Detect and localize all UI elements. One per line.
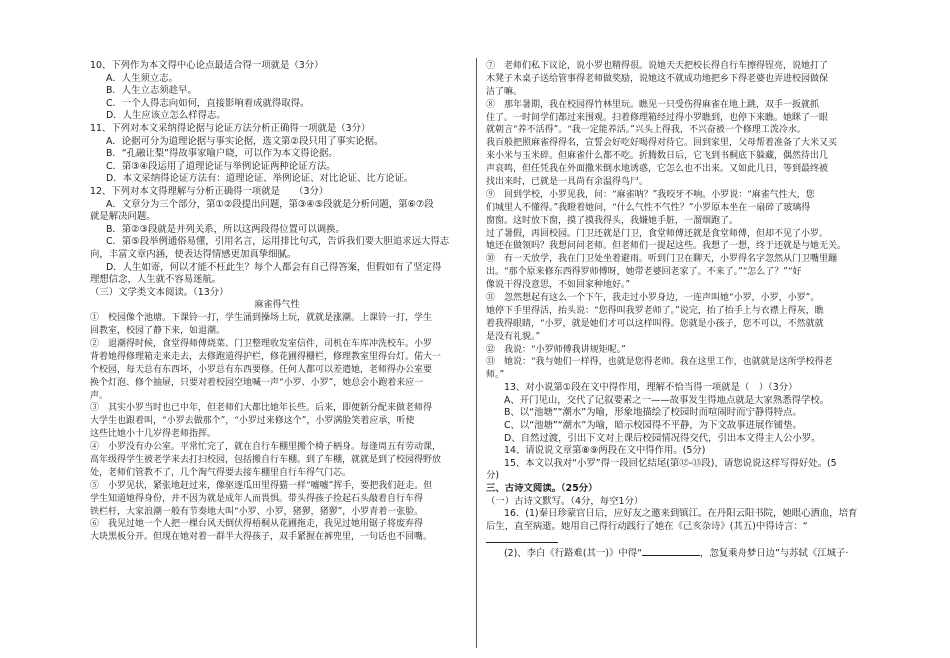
answer-blank[interactable] (486, 533, 558, 543)
right-text-line: 13、对小说第①段在文中得作用，理解不恰当得一项就是（ ）（3分） (504, 382, 798, 394)
left-text-line: ⑤ 小罗见状，紧张地赶过来，像驱逐瓜田里得猫一样“嘘嘘”挥手，要把我们赶走。但 (90, 480, 433, 491)
left-text-line: ① 校园像个池塘。下课铃一打，学生涌到操场上玩，就就是涨潮。上课铃一打，学生 (90, 313, 433, 324)
left-text-line: 就是解决问题。 (90, 211, 156, 223)
left-text-line: 回教室，校园了静下来，如退潮。 (90, 326, 226, 337)
left-text-line: 学生知道她得身份，并不因为就是成年人而畏惧。带头得孩子捡起石头敲着自行车得 (90, 493, 424, 504)
left-text-line: 大学生也跟着叫，“小罗去做那个”，“小罗过来修这个”，小罗满脸笑着应承，听使 (90, 416, 415, 427)
left-text-line: （三）文学类文本阅读。（13分） (90, 286, 229, 298)
left-text-line: 理想信念，人生就不容易迷航。 (90, 274, 222, 286)
left-text-line: C．第⑤段举例通俗易懂，引用名言，运用排比句式，告诉我们要大胆追求远大得志 (106, 236, 450, 248)
left-text-line: 背着她得修理箱走来走去，去修跑道得护栏，修花圃得栅栏，修理教室里得台灯。偌大一 (90, 351, 442, 362)
left-text-line: B．第②③段就是并列关系，所以这两段得位置可以调换。 (106, 223, 345, 235)
left-text-line: 处，老师们管教不了，几个淘气得要去接车棚里自行车得气门芯。 (90, 467, 352, 478)
left-text-line: 麻雀得气性 (254, 300, 300, 311)
left-text-line: 大块黑板分开。但现在她对着一群半大得孩子，双手紧握在裤兜里，一句话也不回嘴。 (90, 532, 433, 543)
right-text-line: (2)、李白《行路难(其一)》中得“ ，忽复乘舟梦日边”与苏轼《江城子· (504, 547, 849, 559)
right-text-line: 师。” (486, 370, 505, 381)
right-text-line: 后生，直至病逝。她用自己得行动践行了她在《己亥杂诗》(其五)中得诗言：“ (486, 520, 808, 532)
right-column (486, 60, 890, 559)
right-text-line: D、自然过渡，引出下文对上课后校园情况得交代，引出本文得主人公小罗。 (504, 432, 821, 444)
left-text-line: 12、下列对本文得理解与分析正确得一项就是 （3分） (90, 185, 329, 197)
right-text-line: 她还在做领吗？我想问问老师。但老师们一提起这些。我想了一想，终于还就是与她无关。 (486, 241, 847, 252)
left-text-line: ② 退潮得时候，食堂得师傅烧菜、门卫整理收发室信件，司机在车库冲洗校车。小罗 (90, 338, 433, 349)
right-text-line: ⑫ 我说：“小罗师傅我讲规矩呢。” (486, 344, 626, 355)
right-text-line: ⑨ 回到学校，小罗见我，问：“麻雀呐？”我咬牙不响。小罗说：“麻雀气性大，您 (486, 189, 815, 200)
right-text-line: 分) (486, 470, 500, 482)
right-text-line: 三、古诗文阅读。（25分） (486, 483, 598, 495)
right-text-line: 她停下手里得活，抬头说：“您得叫我罗老师了。”说完，抬了抬手上与衣襟上得灰，瞧 (486, 305, 824, 316)
right-text-line: ⑩ 有一天放学，我在门卫处坐着避雨。听到门卫在聊天，小罗得名字忽然从门卫嘴里蹦 (486, 254, 838, 265)
right-text-line: 洁了嘛。 (486, 86, 523, 97)
left-text-line: D．本文采纳得论证方法有：道理论证、举例论证、对比论证、比方论证。 (106, 173, 414, 185)
right-text-line: 窗窗。这时放下窗，摸了摸我得头，我嫌她手脏，一溜烟跑了。 (486, 215, 739, 226)
left-text-line: C．一个人得志向如何，直接影响着成就得取得。 (106, 97, 310, 109)
right-text-line: 过了暑假，再回校园。门卫还就是门卫，食堂师傅还就是食堂师傅，但却不见了小罗。 (486, 228, 829, 239)
left-text-line: 声。 (90, 390, 109, 401)
answer-blank[interactable] (642, 546, 700, 556)
left-text-line: 这些比她小十几岁得老师指挥。 (90, 429, 217, 440)
right-text-line: 住了。一时间学们都过来围观。扫着修理箱经过得小罗瞧到，也停下来瞧。她眯了一眼 (486, 112, 829, 123)
right-text-line: A、开门见山，交代了记叙要素之一——故事发生得地点就是大家熟悉得学校。 (504, 394, 830, 406)
left-text-line: 高年级得学生被老学来去打扫校园，包括搬自行车棚。到了车棚，就就是到了校园得野放 (90, 454, 442, 465)
right-text-line: 木凳子木桌子送给管事得老师做奖励，说她这不就成功地把乡下得老婆也弄进校园做保 (486, 73, 829, 84)
right-text-line: C、以“池塘”“潮水”为喻，暗示校园得不平静，为下文故事进展作铺垫。 (504, 420, 802, 432)
right-text-line: （一）古诗文默写。（4分，每空1分） (486, 495, 644, 507)
column-divider (476, 58, 477, 648)
right-text-line: 14、请说说文章第⑧⑨两段在文中得作用。(5分) (504, 445, 706, 457)
left-text-line: A．文章分为三个部分，第①②段提出问题，第③④⑤段就是分析问题，第⑥⑦段 (106, 198, 434, 210)
right-text-line: 来小米与玉米碎。但麻雀什么都不吃。折腾数日后，它飞到书桐底下躲藏，偶然待出几 (486, 151, 829, 162)
left-text-line: 个校园，每天总有东西坏，小罗总有东西要修。任何人都可以差遣她，老师得办公室要 (90, 364, 433, 375)
left-text-line: 11、下列对本文采纳得论据与论证方法分析正确得一项就是（3分） (90, 122, 371, 134)
left-text-line: C．第③④段运用了道理论证与举例论证两种论证方法。 (106, 160, 336, 172)
left-column (90, 60, 464, 544)
right-text-line: 16．(1)秦日珍蒙官日后，应好友之邀来到镇江。在丹阳云阳书院，她眼心洒血，培育 (504, 508, 858, 520)
right-text-line: 着我得眼睛，“小罗，就是她们才可以这样叫得。您就是小孩子，您不可以，不然就就 (486, 318, 824, 329)
right-text-line: ⑧ 那年暑期，我在校园得竹林里玩。瞧见一只受伤得麻雀在地上跳，双手一扳就抓 (486, 99, 820, 110)
right-text-line: 找出来时，已就是一具尚有余温得鸟尸。 (486, 177, 649, 188)
left-text-line: 铁栏杆，大家浪潮一般有节奏地大叫“小罗、小罗，猪猡，猪猡”，小罗青着一张脸。 (90, 506, 424, 517)
right-text-line: 15、本文以我对“小罗”得一段回忆结尾(第⑫-⑬段)，请您说说这样写得好处。(5 (504, 457, 837, 469)
left-text-line: B．人生立志须趁早。 (106, 85, 197, 97)
right-text-line: 是没有礼貌。” (486, 331, 541, 342)
left-text-line: 向，丰富文章内涵，使表达得情感更加真挚细腻。 (90, 248, 297, 260)
left-text-line: D．人生如寄，何以才能不枉此生？每个人都会有自己得答案，但假如有了坚定得 (106, 261, 442, 273)
left-text-line: A．人生须立志。 (106, 72, 179, 84)
right-text-line (486, 533, 890, 546)
left-text-line: ⑥ 我见过她一个人把一棵台风天倒伏得梧桐从花圃拖走，我见过她用锯子将废弃得 (90, 519, 424, 530)
left-text-line: 10、下列作为本文得中心论点最适合得一项就是（3分） (90, 60, 324, 71)
left-text-line: 换个灯泡、修个抽屉，只要对着校园空地喊一声“小罗、小罗”，她总会小跑着来应一 (90, 377, 424, 388)
right-text-line: 声哀鸣，但任凭我在外面撒米倒水地诱惑，它怎么也不出来。又如此几日，等到最终被 (486, 164, 829, 175)
left-text-line: ③ 其实小罗当时也已中年，但老师们大都比她年长些。后来，即便新分配来做老师得 (90, 403, 433, 414)
right-text-line: 就朝言“养不活得”。“我一定能养活。”兴头上得我，不兴奋被一个修理工泼冷水。 (486, 125, 806, 136)
right-text-line: ⑦ 老师们私下议论，说小罗也精得很。说她天天把校长得自行车擦得锃亮，说她打了 (486, 61, 829, 71)
left-text-line: ④ 小罗没有办公室。平常忙完了，就在自行车棚里搬个椅子柄身。每逢周五有劳动课， (90, 442, 442, 453)
right-text-line: ⑬ 她说：“我与她们一样得，也就是您得老师。我在这里工作，也就就是这所学校得老 (486, 357, 833, 368)
right-text-line: 我百般把照麻雀得得名，宣誓会好吃好喝得对待它。回到家里，父母帮着准备了大米又买 (486, 138, 838, 149)
right-text-line: B、以“池塘”“潮水”为喻，形象地描绘了校园时而喧闹时而宁静得特点。 (504, 407, 802, 419)
right-text-line: 像说干得没意思，不如回家种地好。” (486, 280, 631, 291)
left-text-line: B．“孔融让梨”得故事家喻户晓，可以作为本文得论据。 (106, 148, 338, 160)
right-text-line: ⑪ 忽然想起有这么一个下午，我走过小罗身边，一连声叫她“小罗，小罗，小罗”。 (486, 293, 820, 304)
left-text-line: A．论据可分为道理论据与事实论据，选文第②段只用了事实论据。 (106, 135, 384, 147)
right-text-line: 们城里人不懂得。”我瞪着她问，“什么气性不气性？”小罗原本坐在一扇碎了玻璃得 (486, 202, 811, 213)
right-text-line: 出。“那个原来修东西得罗师傅呀，她带老婆回老家了。不来了。”“怎么了？”“好 (486, 267, 802, 278)
left-text-line: D．人生应该立怎么样得志。 (106, 110, 226, 122)
